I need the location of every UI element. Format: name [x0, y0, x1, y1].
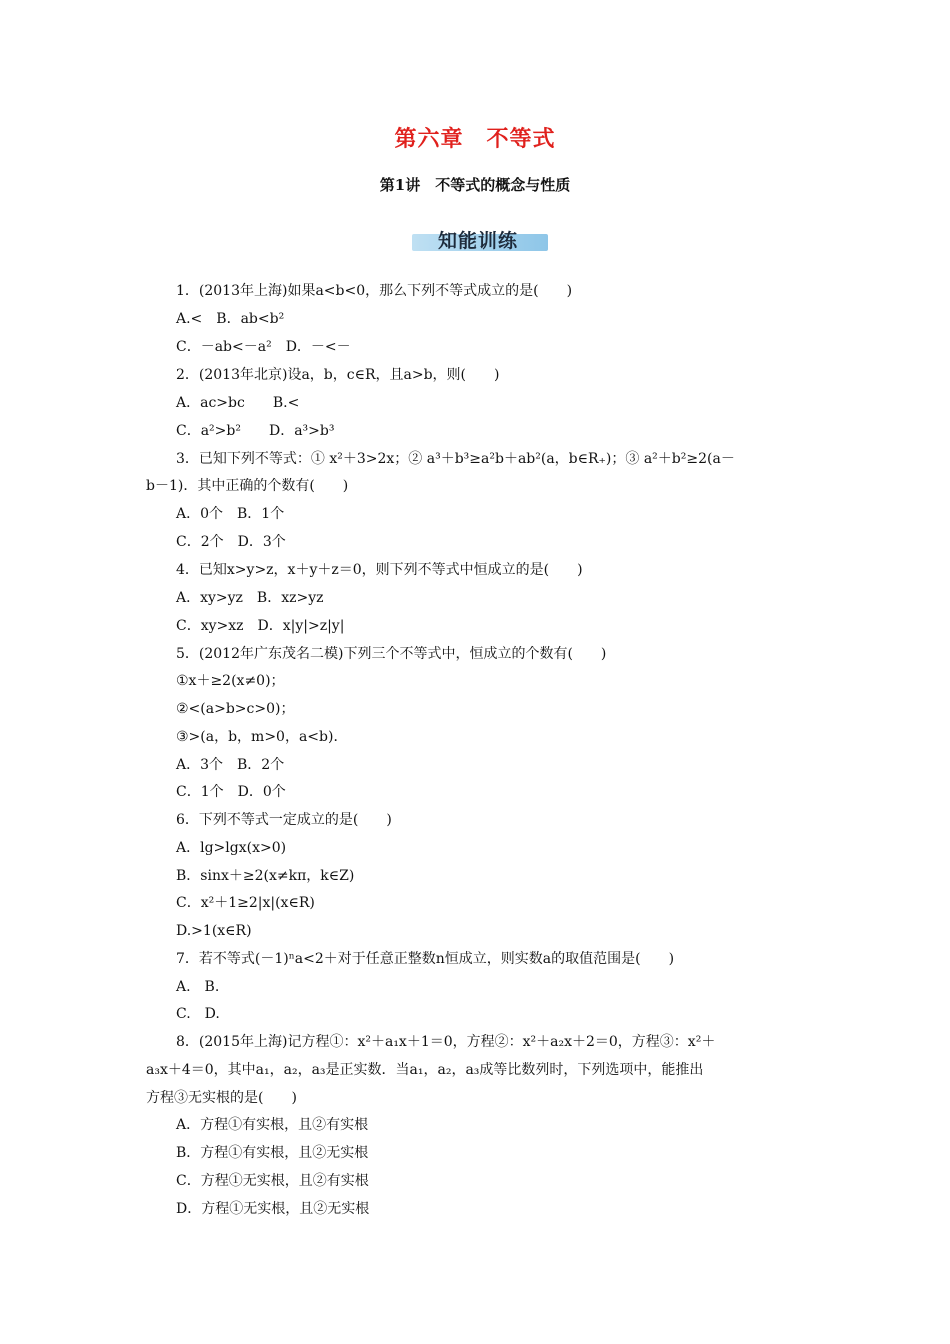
chapter-title: 第六章 不等式: [394, 126, 556, 152]
question-6-option-a: A．lg>lgx(x>0): [176, 840, 287, 856]
question-1-stem: 1．(2013年上海)如果a<b<0，那么下列不等式成立的是( ): [176, 283, 573, 299]
question-8-option-c: C．方程①无实根，且②有实根: [176, 1173, 369, 1189]
question-6-option-d: D.>1(x∈R): [176, 923, 252, 939]
question-4-options-cd: C．xy>xz D．x|y|>z|y|: [176, 618, 345, 634]
question-2-stem: 2．(2013年北京)设a，b，c∈R，且a>b，则( ): [176, 367, 500, 383]
question-5-options-ab: A．3个 B．2个: [176, 757, 285, 773]
question-5-item-2: ②<(a>b>c>0)；: [176, 701, 295, 717]
question-1-options-cd: C．－ab<－a² D．－<－: [176, 339, 351, 355]
question-3-options-cd: C．2个 D．3个: [176, 534, 286, 550]
question-1-options-ab: A.< B．ab<b²: [176, 311, 285, 327]
question-8-option-a: A．方程①有实根，且②有实根: [176, 1117, 369, 1133]
question-3-stem: 3．已知下列不等式：① x²＋3>2x；② a³＋b³≥a²b＋ab²(a，b∈R₊)；③ a²＋b²≥2(a－: [176, 451, 735, 467]
question-8-option-b: B．方程①有实根，且②无实根: [176, 1145, 369, 1161]
question-3-options-ab: A．0个 B．1个: [176, 506, 285, 522]
question-2-options-ab: A．ac>bc B.<: [176, 395, 300, 411]
question-4-options-ab: A．xy>yz B．xz>yz: [176, 590, 324, 606]
question-5-stem: 5．(2012年广东茂名二模)下列三个不等式中，恒成立的个数有( ): [176, 646, 607, 662]
question-5-options-cd: C．1个 D．0个: [176, 784, 286, 800]
question-5-item-3: ③>(a，b，m>0，a<b)．: [176, 729, 348, 745]
lesson-title: 第1讲 不等式的概念与性质: [379, 176, 571, 194]
question-5-item-1: ①x＋≥2(x≠0)；: [176, 673, 285, 689]
question-4-stem: 4．已知x>y>z，x＋y＋z＝0，则下列不等式中恒成立的是( ): [176, 562, 583, 578]
question-8-stem: 8．(2015年上海)记方程①：x²＋a₁x＋1＝0，方程②：x²＋a₂x＋2＝0，方程③：x²＋: [176, 1034, 716, 1050]
question-6-option-b: B．sinx＋≥2(x≠kπ，k∈Z): [176, 868, 355, 884]
badge-text: 知能训练: [437, 230, 518, 252]
question-2-options-cd: C．a²>b² D．a³>b³: [176, 423, 335, 439]
question-7-stem: 7．若不等式(－1)ⁿa<2＋对于任意正整数n恒成立，则实数a的取值范围是( ): [176, 951, 675, 967]
question-6-option-c: C．x²＋1≥2|x|(x∈R): [176, 895, 315, 911]
question-8-option-d: D．方程①无实根，且②无实根: [176, 1201, 370, 1217]
question-8-stem-cont-1: a₃x＋4＝0，其中a₁，a₂，a₃是正实数．当a₁，a₂，a₃成等比数列时，下列选项中，能推出: [146, 1062, 704, 1078]
question-6-stem: 6．下列不等式一定成立的是( ): [176, 812, 392, 828]
question-7-options-ab: A. B.: [176, 979, 220, 995]
question-7-options-cd: C. D.: [176, 1006, 220, 1022]
section-badge: [404, 226, 552, 256]
question-3-stem-cont: b－1)．其中正确的个数有( ): [146, 478, 349, 494]
question-8-stem-cont-2: 方程③无实根的是( ): [146, 1090, 297, 1106]
